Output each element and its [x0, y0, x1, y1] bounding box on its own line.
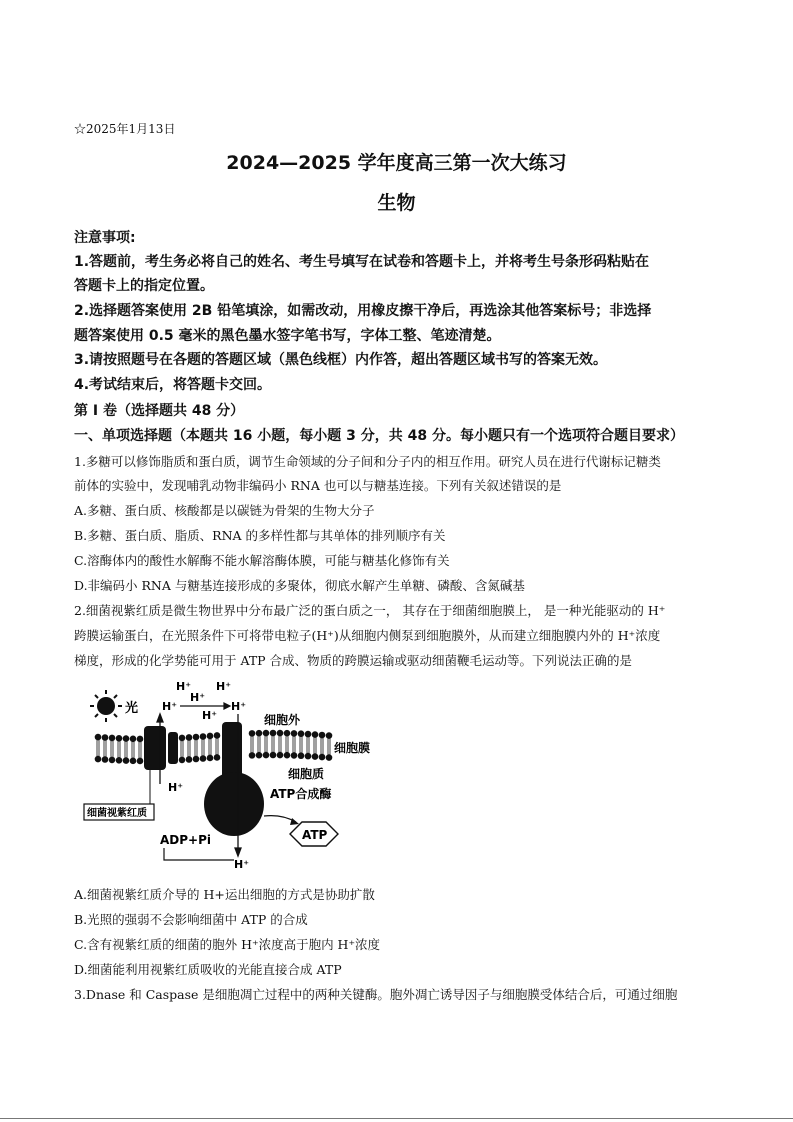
- q2-option-d: D.细菌能利用视紫红质吸收的光能直接合成 ATP: [74, 962, 342, 977]
- q1-option-d: D.非编码小 RNA 与糖基连接形成的多聚体，彻底水解产生单糖、磷酸、含氮碱基: [74, 578, 525, 593]
- notice-item: 3.请按照题号在各题的答题区域（黑色线框）内作答，超出答题区域书写的答案无效。: [74, 352, 608, 368]
- q1-stem: 1.多糖可以修饰脂质和蛋白质，调节生命领域的分子间和分子内的相互作用。研究人员在进行代谢标记糖类: [74, 454, 661, 469]
- proton-label: H⁺: [202, 709, 218, 722]
- enzyme-label: ATP合成酶: [270, 787, 332, 801]
- adp-label: ADP+Pi: [160, 833, 212, 847]
- proton-label: H⁺: [216, 680, 232, 693]
- q1-option-a: A.多糖、蛋白质、核酸都是以碳链为骨架的生物大分子: [74, 503, 375, 518]
- protein-label: 细菌视紫红质: [87, 808, 147, 819]
- q1-option-b: B.多糖、蛋白质、脂质、RNA 的多样性都与其单体的排列顺序有关: [74, 528, 446, 543]
- exam-title: 2024—2025 学年度高三第一次大练习: [226, 152, 567, 174]
- membrane-diagram: [84, 674, 371, 874]
- proton-label: H⁺: [168, 781, 184, 794]
- proton-label: H⁺: [234, 858, 250, 871]
- q2-stem: 2.细菌视紫红质是微生物世界中分布最广泛的蛋白质之一， 其存在于细菌细胞膜上， 是一种光能驱动的 H⁺: [74, 603, 666, 618]
- bacteriorhodopsin-protein: [144, 726, 178, 770]
- outside-label: 细胞外: [264, 713, 301, 727]
- proton-label: H⁺: [176, 680, 192, 693]
- svg-text:ATP: ATP: [302, 828, 328, 842]
- q1-option-c: C.溶酶体内的酸性水解酶不能水解溶酶体膜，可能与糖基化修饰有关: [74, 553, 450, 568]
- q2-option-b: B.光照的强弱不会影响细菌中 ATP 的合成: [74, 912, 308, 927]
- notice-item: 答题卡上的指定位置。: [74, 278, 214, 294]
- q2-option-c: C.含有视紫红质的细菌的胞外 H⁺浓度高于胞内 H⁺浓度: [74, 937, 381, 952]
- q2-option-a: A.细菌视紫红质介导的 H+运出细胞的方式是协助扩散: [74, 887, 375, 902]
- sun-icon: [90, 690, 122, 722]
- atp-product: [290, 822, 338, 846]
- lipid-bilayer: [94, 730, 334, 765]
- q2-stem: 梯度，形成的化学势能可用于 ATP 合成、物质的跨膜运输或驱动细菌鞭毛运动等。下列说法正确的是: [74, 653, 633, 668]
- cytoplasm-label: 细胞质: [288, 767, 325, 781]
- membrane-label: 细胞膜: [334, 741, 371, 755]
- exam-date: ☆2025年1月13日: [74, 122, 176, 136]
- q3-stem: 3.Dnase 和 Caspase 是细胞凋亡过程中的两种关键酶。胞外凋亡诱导因子与细胞膜受体结合后，可通过细胞: [74, 987, 678, 1002]
- notice-item: 4.考试结束后，将答题卡交回。: [74, 377, 272, 393]
- section-part: 第 I 卷（选择题共 48 分）: [74, 403, 245, 419]
- page-bottom-rule: [0, 1118, 793, 1119]
- exam-subject: 生物: [377, 192, 416, 214]
- notice-heading: 注意事项:: [74, 230, 136, 246]
- q1-stem: 前体的实验中，发现哺乳动物非编码小 RNA 也可以与糖基连接。下列有关叙述错误的是: [74, 478, 562, 493]
- section-instruction: 一、单项选择题（本题共 16 小题，每小题 3 分，共 48 分。每小题只有一个选项符合题目要求）: [74, 428, 684, 444]
- proton-label: H⁺: [190, 691, 206, 704]
- proton-label: H⁺: [231, 700, 247, 713]
- light-label: 光: [125, 701, 139, 716]
- proton-label: H⁺: [162, 700, 178, 713]
- notice-item: 1.答题前，考生务必将自己的姓名、考生号填写在试卷和答题卡上，并将考生号条形码粘贴在: [74, 254, 650, 270]
- notice-item: 题答案使用 0.5 毫米的黑色墨水签字笔书写，字体工整、笔迹清楚。: [74, 328, 501, 344]
- notice-item: 2.选择题答案使用 2B 铅笔填涂，如需改动，用橡皮擦干净后，再选涂其他答案标号；非选择: [74, 303, 652, 319]
- q2-stem: 跨膜运输蛋白，在光照条件下可将带电粒子(H⁺)从细胞内侧泵到细胞膜外，从而建立细胞膜内外的 H⁺浓度: [74, 628, 661, 643]
